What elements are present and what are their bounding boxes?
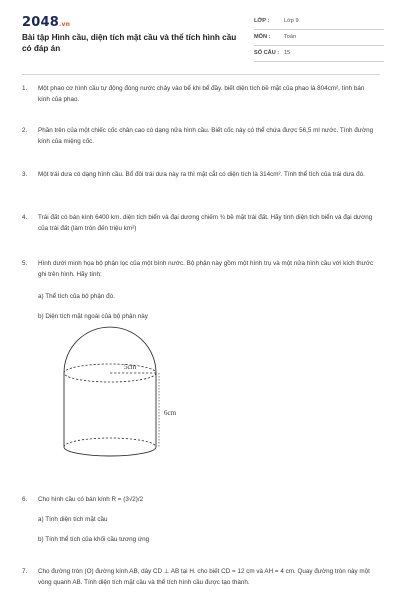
cylinder-hemisphere-figure	[50, 325, 190, 480]
question-6-part-a: a) Tính diện tích mặt cầu	[38, 516, 108, 523]
page-title: Bài tập Hình cầu, diện tích mặt cầu và thể tích hình cầu có đáp án	[22, 33, 237, 53]
header-divider	[22, 74, 380, 75]
meta-table	[254, 14, 384, 62]
question-6-part-b: b) Tính thể tích của khối cầu tương ứng	[38, 536, 150, 543]
radius-label: 5cm	[124, 363, 137, 371]
site-logo[interactable]: 2048.vn	[22, 15, 71, 30]
question-5-part-a: a) Thể tích của bộ phận đó.	[38, 293, 115, 300]
meta-row-count: SỐ CÂU : 15	[254, 46, 384, 62]
question-5-part-b: b) Diện tích mặt ngoài của bộ phận này	[38, 313, 148, 320]
document-header	[0, 0, 400, 68]
meta-row-grade: LỚP : Lớp 9	[254, 14, 384, 30]
meta-row-subject: MÔN : Toán	[254, 30, 384, 46]
height-label: 6cm	[164, 409, 177, 417]
